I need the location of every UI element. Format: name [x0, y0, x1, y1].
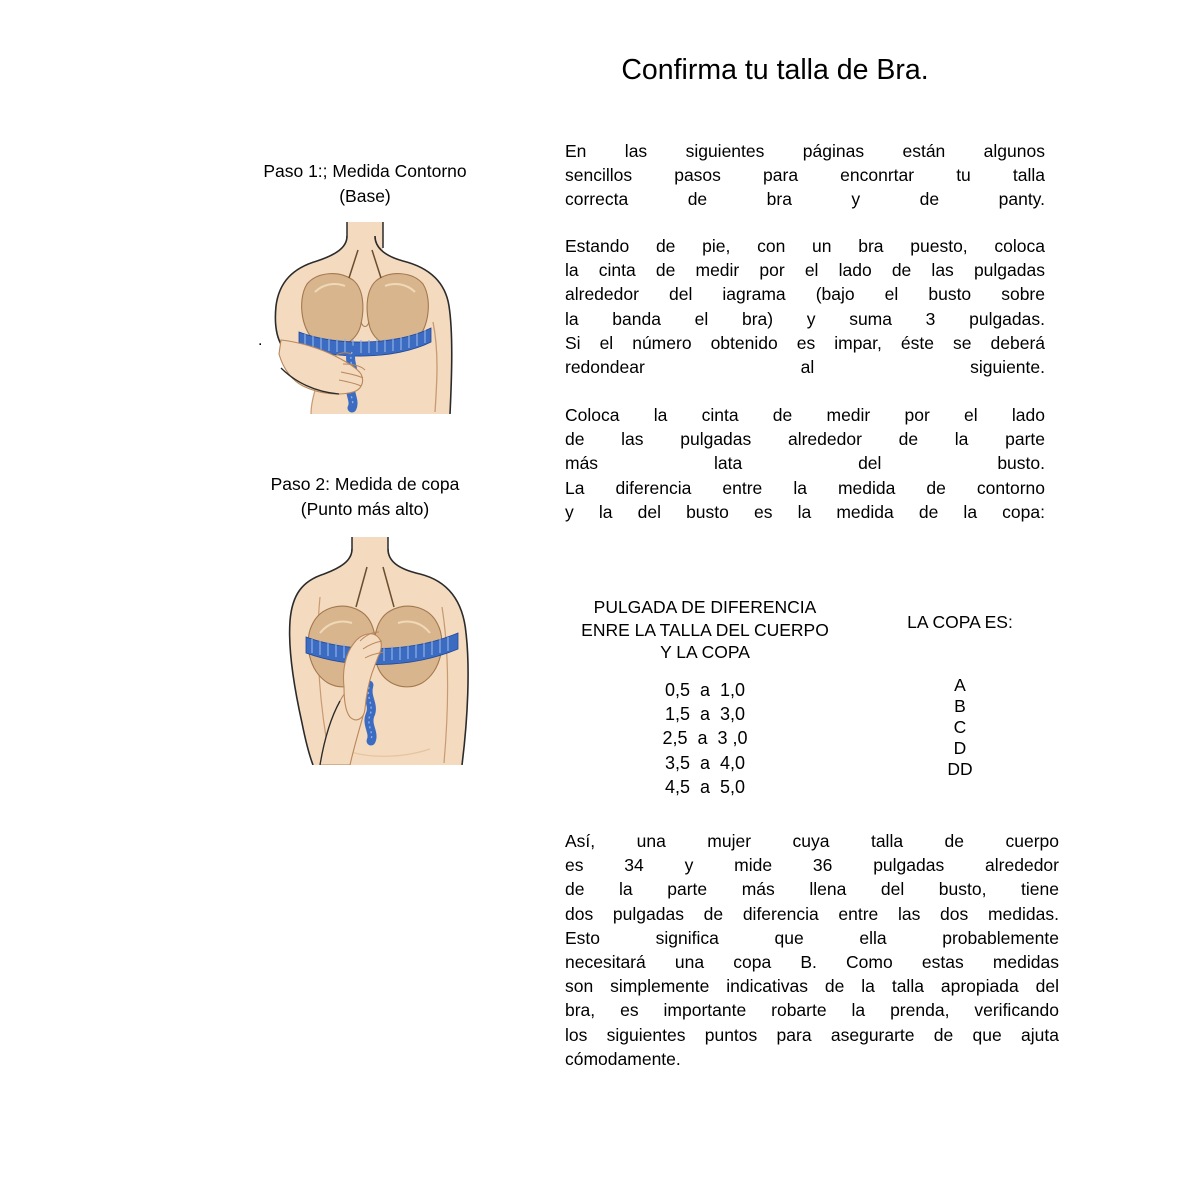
text-line: Coloca la cinta de medir por el lado [565, 405, 1045, 425]
text-line: DD [947, 759, 973, 779]
text-line: En las siguientes páginas están algunos [565, 141, 1045, 161]
paragraph-intro [565, 139, 1045, 212]
text-line: 0,5 a 1,0 [664, 680, 746, 700]
text-line: 1,5 a 3,0 [664, 704, 746, 725]
text-line: A [954, 675, 966, 695]
text-line: la banda el bra) y suma 3 pulgadas. [565, 308, 1045, 329]
text-line: (Base) [339, 186, 391, 206]
text-line: la cinta de medir por el lado de las pulgadas [565, 260, 1045, 281]
text-line: necesitará una copa B. Como estas medidas [565, 952, 1059, 973]
text-line: son simplemente indicativas de la talla apropiada del [565, 976, 1059, 997]
text-line: La diferencia entre la medida de contorno [565, 477, 1045, 498]
text-line: alrededor del iagrama (bajo el busto sobre [565, 284, 1045, 305]
text-line: D [953, 738, 967, 758]
text-line: Así, una mujer cuya talla de cuerpo [565, 831, 1059, 851]
text-line: y la del busto es la medida de la copa: [565, 501, 1045, 522]
text-line: 3,5 a 4,0 [664, 752, 746, 773]
text-line: redondear al siguiente. [565, 357, 1045, 378]
table-header-difference [545, 596, 865, 664]
torso-bust-tape-illustration [280, 537, 490, 765]
text-line: es 34 y mide 36 pulgadas alrededor [565, 855, 1059, 876]
text-line: C [953, 717, 967, 737]
text-line: 2,5 a 3 ,0 [662, 728, 748, 749]
paragraph-step1-instructions [565, 234, 1045, 379]
text-line: Si el número obtenido es impar, éste se deberá [565, 332, 1045, 353]
paragraph-example [565, 829, 1059, 1071]
step1-underbust-measure-illustration [255, 222, 460, 414]
step2-label [230, 472, 500, 522]
torso-underbust-tape-illustration [255, 222, 460, 414]
text-line: Esto significa que ella probablemente [565, 927, 1059, 948]
text-line: correcta de bra y de panty. [565, 189, 1045, 210]
table-column-cup-letters [860, 675, 1060, 780]
text-line: los siguientes puntos para asegurarte de que ajuta [565, 1024, 1059, 1045]
text-line: de las pulgadas alrededor de la parte [565, 429, 1045, 450]
text-line: ENRE LA TALLA DEL CUERPO [581, 619, 829, 640]
text-line: bra, es importante robarte la prenda, verificando [565, 1000, 1059, 1021]
text-line: cómodamente. [565, 1048, 681, 1069]
table-column-difference-ranges [545, 678, 865, 799]
stray-period-mark: . [258, 332, 263, 349]
text-line: más lata del busto. [565, 453, 1045, 474]
step2-bust-measure-illustration [280, 537, 490, 765]
text-line: 4,5 a 5,0 [664, 776, 746, 797]
text-line: (Punto más alto) [300, 499, 430, 519]
page-title: Confirma tu talla de Bra. [621, 54, 929, 86]
paragraph-step2-instructions [565, 403, 1045, 524]
text-line: Estando de pie, con un bra puesto, coloca [565, 236, 1045, 256]
text-line: Paso 2: Medida de copa [270, 474, 460, 494]
text-line: sencillos pasos para enconrtar tu talla [565, 165, 1045, 186]
step1-label [230, 159, 500, 209]
text-line: B [954, 696, 966, 716]
text-line: Paso 1:; Medida Contorno [263, 161, 467, 181]
text-line: PULGADA DE DIFERENCIA [593, 597, 817, 617]
text-line: dos pulgadas de diferencia entre las dos medidas. [565, 903, 1059, 924]
text-line: Y LA COPA [660, 642, 750, 662]
table-header-cup: LA COPA ES: [907, 612, 1013, 632]
text-line: de la parte más llena del busto, tiene [565, 879, 1059, 900]
